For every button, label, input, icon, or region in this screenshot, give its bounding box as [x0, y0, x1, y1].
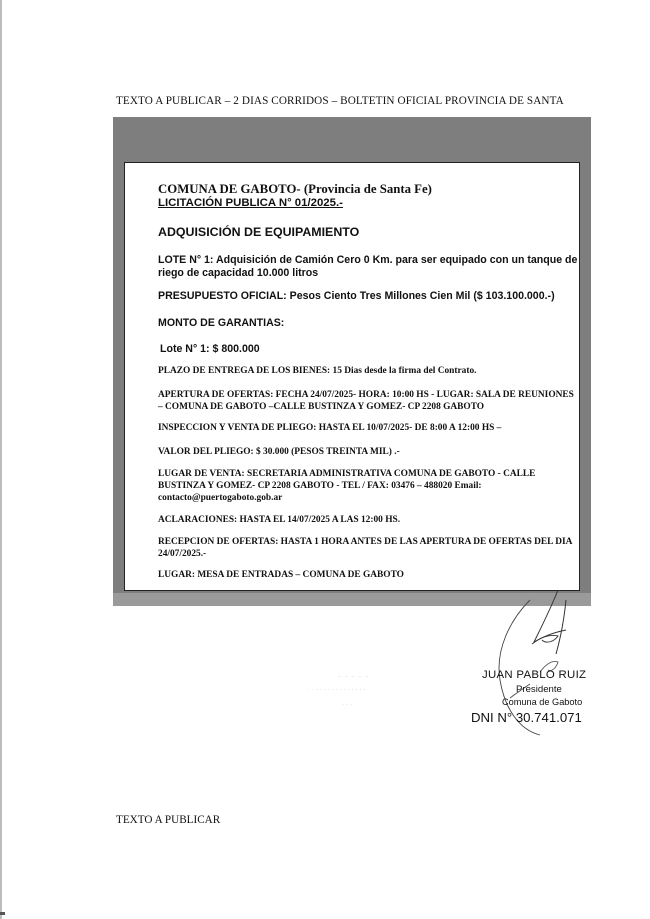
- notice-valor-pliego: VALOR DEL PLIEGO: $ 30.000 (PESOS TREINTA MIL) .-: [158, 447, 400, 457]
- signatory-dni: DNI N° 30.741.071: [471, 710, 582, 725]
- notice-recepcion: RECEPCION DE OFERTAS: HASTA 1 HORA ANTES DE LAS APERTURA DE OFERTAS DEL DIA 24/07/2025.-: [158, 537, 572, 559]
- notice-inspeccion: INSPECCION Y VENTA DE PLIEGO: HASTA EL 10/07/2025- DE 8:00 A 12:00 HS –: [158, 423, 502, 433]
- signatory-role: Presidente: [516, 684, 562, 695]
- notice-presupuesto: PRESUPUESTO OFICIAL: Pesos Ciento Tres Millones Cien Mil ($ 103.100.000.-): [158, 290, 555, 302]
- notice-title: ADQUISICIÓN DE EQUIPAMIENTO: [158, 225, 360, 239]
- notice-lote-description: LOTE N° 1: Adquisición de Camión Cero 0 Km. para ser equipado con un tanque de riego de capacidad 10.000 litros: [158, 254, 578, 279]
- faded-official-stamp: · · · · · · · · · · · · · · · · · · · · · · ·: [308, 672, 370, 708]
- notice-apertura: APERTURA DE OFERTAS: FECHA 24/07/2025- HORA: 10:00 HS - LUGAR: SALA DE REUNIONES – COMUNA DE GABOTO –CALLE BUSTINZA Y GOMEZ- CP 2208 GABOTO: [158, 390, 574, 412]
- publication-instruction: TEXTO A PUBLICAR – 2 DIAS CORRIDOS – BOLTETIN OFICIAL PROVINCIA DE SANTA: [116, 95, 564, 107]
- scan-edge-shadow: [0, 0, 2, 919]
- notice-licitacion-number: LICITACIÓN PUBLICA N° 01/2025.-: [158, 197, 343, 209]
- notice-monto-garantias: MONTO DE GARANTIAS:: [158, 317, 285, 329]
- signatory-comuna: Comuna de Gaboto: [502, 697, 583, 707]
- notice-comuna-heading: COMUNA DE GABOTO- (Provincia de Santa Fe): [158, 182, 432, 196]
- notice-lote-monto: Lote N° 1: $ 800.000: [160, 343, 260, 355]
- signatory-name: JUAN PABLO RUIZ: [482, 669, 587, 681]
- notice-lugar-venta: LUGAR DE VENTA: SECRETARIA ADMINISTRATIVA COMUNA DE GABOTO - CALLE BUSTINZA Y GOMEZ- CP 2208 GABOTO - TEL / FAX: 03476 – 488020 Email: contacto@puertogaboto.gob.ar: [158, 469, 536, 503]
- notice-plazo-entrega: PLAZO DE ENTREGA DE LOS BIENES: 15 Dias desde la firma del Contrato.: [158, 366, 477, 376]
- footer-text: TEXTO A PUBLICAR: [116, 814, 221, 826]
- scan-corner-mark: [0, 912, 5, 915]
- notice-aclaraciones: ACLARACIONES: HASTA EL 14/07/2025 A LAS 12:00 HS.: [158, 515, 401, 525]
- notice-lugar-mesa: LUGAR: MESA DE ENTRADAS – COMUNA DE GABOTO: [158, 570, 404, 580]
